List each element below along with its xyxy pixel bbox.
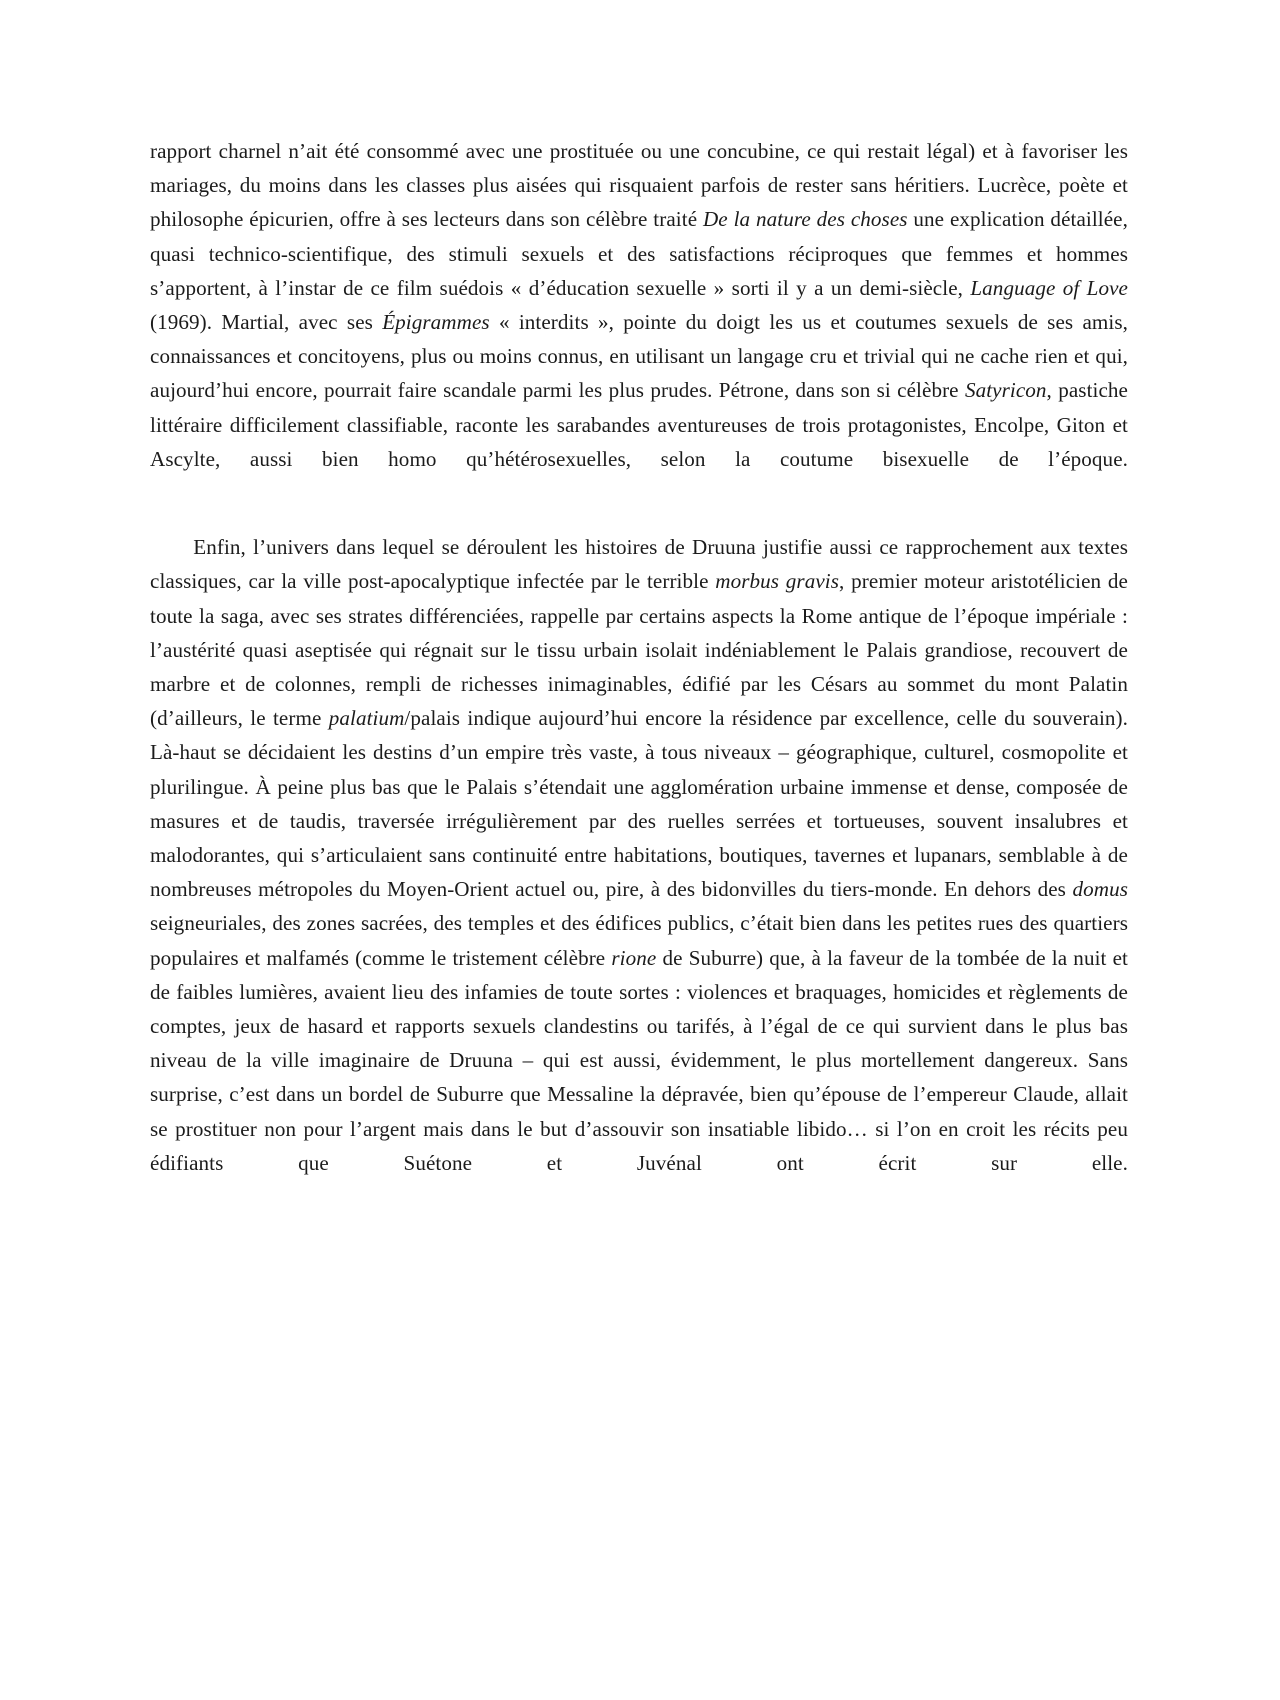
italic-run-2-1: morbus gravis — [715, 569, 840, 594]
italic-run-2-3: palatium — [328, 706, 405, 731]
text-run-1-4: (1969). Martial, avec ses — [150, 310, 383, 335]
italic-run-2-5: domus — [1072, 877, 1128, 902]
text-run-1-0: rapport charnel n’ait été consommé avec une prostituée ou une concubine, ce qui restait légal) et à favoriser les mariages, du moins dans les classes plus aisées qui risquaient parfois de rester sans héritiers. Lucrèce, poète et philosophe épicurien, offre à ses lecteurs dans son célèbre traité — [150, 139, 1128, 232]
text-run-2-4: /palais indique aujourd’hui encore la résidence par excellence, celle du souverain). Là-haut se décidaient les destins d’un empire très vaste, à tous niveaux – géographique, culturel, cosmopolite et plurilingue. À peine plus bas que le Palais s’étendait une agglomération urbaine immense et dense, composée de masures et de taudis, traversée irrégulièrement par des ruelles serrées et tortueuses, souvent insalubres et malodorantes, qui s’articulaient sans continuité entre habitations, boutiques, tavernes et lupanars, semblable à de nombreuses métropoles du Moyen-Orient actuel ou, pire, à des bidonvilles du tiers-monde. En dehors des — [150, 706, 1128, 902]
italic-run-2-7: rione — [611, 945, 657, 970]
italic-run-1-7: Satyricon — [964, 378, 1047, 403]
page-text-block — [150, 134, 1128, 1214]
italic-run-1-3: Language of Love — [970, 275, 1129, 300]
text-run-2-8: de Suburre) que, à la faveur de la tombée de la nuit et de faibles lumières, avaient lieu des infamies de toute sortes : violences et braquages, homicides et règlements de comptes, jeux de hasard et rapports sexuels clandestins ou tarifés, à l’égal de ce qui survient dans le plus bas niveau de la ville imaginaire de Druuna – qui est aussi, évidemment, le plus mortellement dangereux. Sans surprise, c’est dans un bordel de Suburre que Messaline la dépravée, bien qu’épouse de l’empereur Claude, allait se prostituer non pour l’argent mais dans le but d’assouvir son insatiable libido… si l’on en croit les récits peu édifiants que Suétone et Juvénal ont écrit sur elle. — [150, 945, 1128, 1175]
text-run-2-6: seigneuriales, des zones sacrées, des temples et des édifices publics, c’était bien dans les petites rues des quartiers populaires et malfamés (comme le tristement célèbre — [150, 911, 1128, 970]
italic-run-1-5: Épigrammes — [382, 310, 490, 335]
italic-run-1-1: De la nature des choses — [702, 207, 908, 232]
text-run-2-0: Enfin, l’univers dans lequel se déroulent les histoires de Druuna justifie aussi ce rapprochement aux textes classiques, car la ville post-apocalyptique infectée par le terrible — [150, 535, 1128, 594]
text-run-1-8: , pastiche littéraire difficilement classifiable, raconte les sarabandes aventureuses de trois protagonistes, Encolpe, Giton et Ascylte, aussi bien homo qu’hétérosexuelles, selon la coutume bisexuelle de l’époque. — [150, 378, 1128, 471]
paragraph-1 — [150, 134, 1128, 510]
paragraph-2 — [150, 530, 1128, 1214]
text-run-1-2: une explication détaillée, quasi technico-scientifique, des stimuli sexuels et des satisfactions réciproques que femmes et hommes s’apportent, à l’instar de ce film suédois « d’éducation sexuelle » sorti il y a un demi-siècle, — [150, 207, 1128, 300]
text-run-1-6: « interdits », pointe du doigt les us et coutumes sexuels de ses amis, connaissances et concitoyens, plus ou moins connus, en utilisant un langage cru et trivial qui ne cache rien et qui, aujourd’hui encore, pourrait faire scandale parmi les plus prudes. Pétrone, dans son si célèbre — [150, 310, 1129, 403]
text-run-2-2: , premier moteur aristotélicien de toute la saga, avec ses strates différenciées, rappelle par certains aspects la Rome antique de l’époque impériale : l’austérité quasi aseptisée qui régnait sur le tissu urbain isolait indéniablement le Palais grandiose, recouvert de marbre et de colonnes, rempli de richesses inimaginables, édifié par les Césars au sommet du mont Palatin (d’ailleurs, le terme — [150, 569, 1128, 731]
